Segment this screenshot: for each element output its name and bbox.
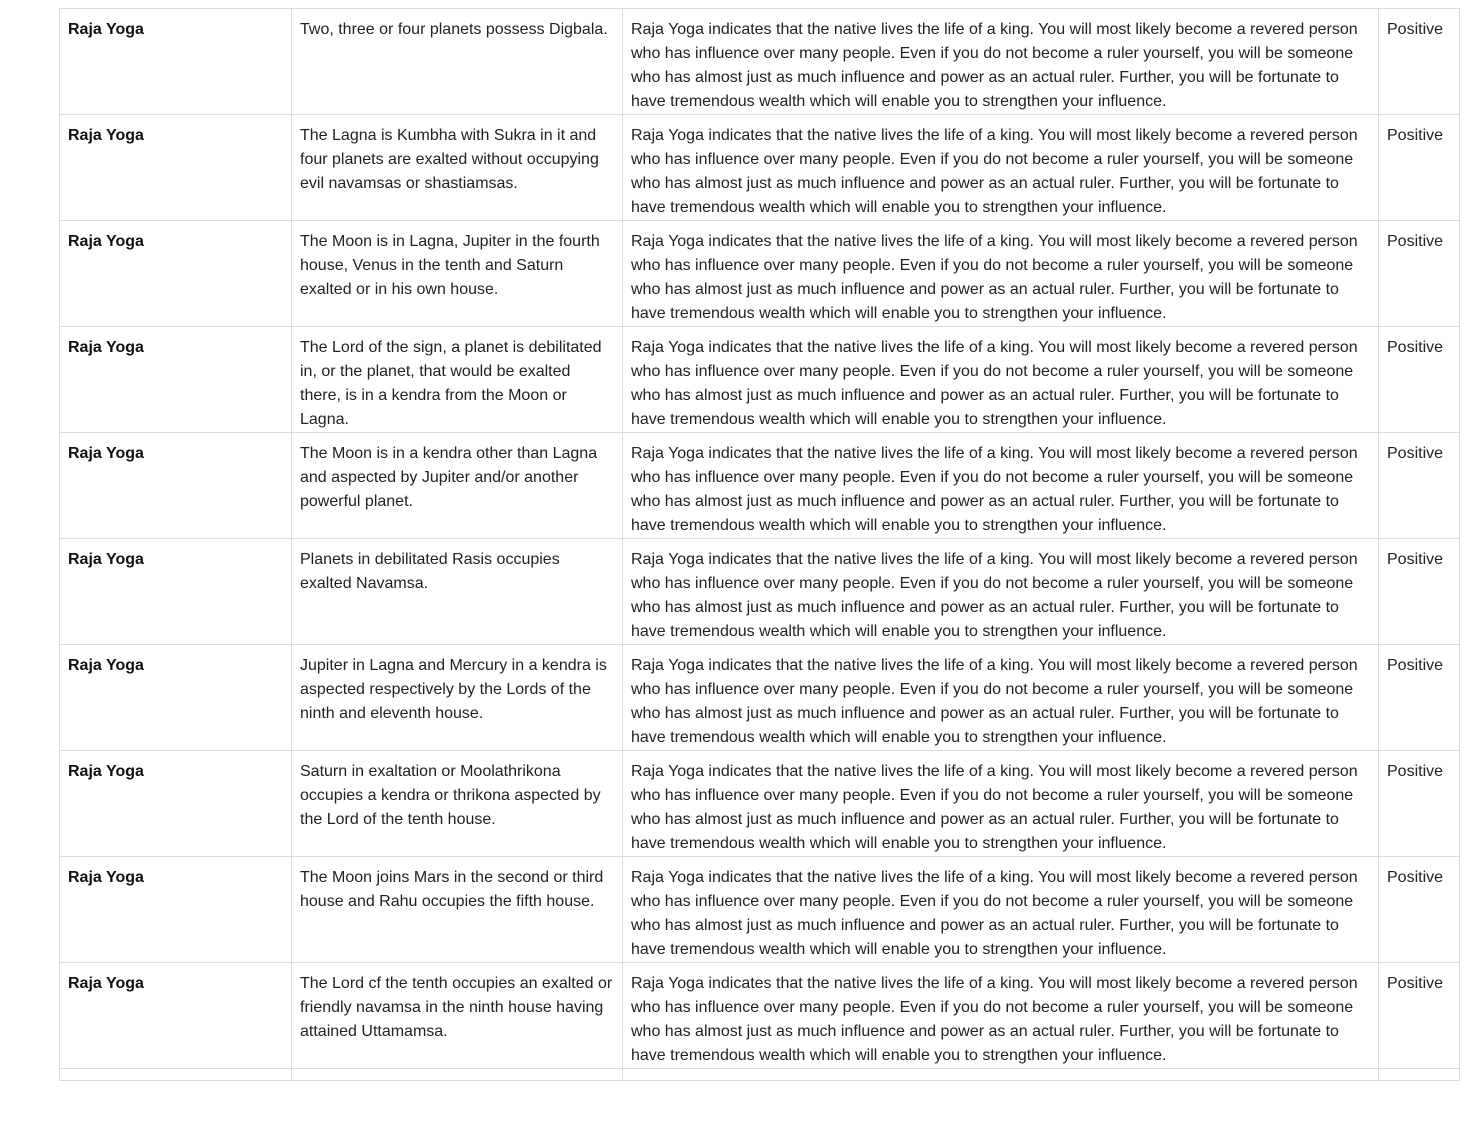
yoga-description-cell: Raja Yoga indicates that the native lives the life of a king. You will most likely become a revered person who has influence over many people. Even if you do not become a ruler yourself, you will be someone who has almost just as much influence and power as an actual ruler. Further, you will be fortunate to have tremendous wealth which will enable you to strengthen your influence. xyxy=(623,115,1379,221)
table-row xyxy=(60,857,1460,963)
yoga-condition-cell: The Lord cf the tenth occupies an exalted or friendly navamsa in the ninth house having attained Uttamamsa. xyxy=(292,963,623,1069)
yoga-effect-cell: Positive xyxy=(1379,539,1460,645)
yoga-name-cell: Raja Yoga xyxy=(60,221,292,327)
yoga-description-cell: Raja Yoga indicates that the native lives the life of a king. You will most likely become a revered person who has influence over many people. Even if you do not become a ruler yourself, you will be someone who has almost just as much influence and power as an actual ruler. Further, you will be fortunate to have tremendous wealth which will enable you to strengthen your influence. xyxy=(623,539,1379,645)
table-row xyxy=(60,9,1460,115)
yoga-description-cell: Raja Yoga indicates that the native lives the life of a king. You will most likely become a revered person who has influence over many people. Even if you do not become a ruler yourself, you will be someone who has almost just as much influence and power as an actual ruler. Further, you will be fortunate to have tremendous wealth which will enable you to strengthen your influence. xyxy=(623,9,1379,115)
yoga-condition-cell: The Moon joins Mars in the second or third house and Rahu occupies the fifth house. xyxy=(292,857,623,963)
yoga-name-cell: Raja Yoga xyxy=(60,539,292,645)
yoga-table xyxy=(59,8,1460,1081)
yoga-effect-cell: Positive xyxy=(1379,857,1460,963)
empty-cell xyxy=(623,1069,1379,1081)
table-row xyxy=(60,539,1460,645)
yoga-effect-cell: Positive xyxy=(1379,963,1460,1069)
table-row xyxy=(60,327,1460,433)
yoga-name-cell: Raja Yoga xyxy=(60,963,292,1069)
table-row xyxy=(60,751,1460,857)
yoga-description-cell: Raja Yoga indicates that the native lives the life of a king. You will most likely become a revered person who has influence over many people. Even if you do not become a ruler yourself, you will be someone who has almost just as much influence and power as an actual ruler. Further, you will be fortunate to have tremendous wealth which will enable you to strengthen your influence. xyxy=(623,645,1379,751)
yoga-name-cell: Raja Yoga xyxy=(60,327,292,433)
yoga-effect-cell: Positive xyxy=(1379,433,1460,539)
table-row xyxy=(60,221,1460,327)
empty-cell xyxy=(60,1069,292,1081)
table-row xyxy=(60,645,1460,751)
yoga-condition-cell: The Moon is in Lagna, Jupiter in the fourth house, Venus in the tenth and Saturn exalted or in his own house. xyxy=(292,221,623,327)
yoga-description-cell: Raja Yoga indicates that the native lives the life of a king. You will most likely become a revered person who has influence over many people. Even if you do not become a ruler yourself, you will be someone who has almost just as much influence and power as an actual ruler. Further, you will be fortunate to have tremendous wealth which will enable you to strengthen your influence. xyxy=(623,751,1379,857)
yoga-name-cell: Raja Yoga xyxy=(60,751,292,857)
table-row xyxy=(60,963,1460,1069)
yoga-description-cell: Raja Yoga indicates that the native lives the life of a king. You will most likely become a revered person who has influence over many people. Even if you do not become a ruler yourself, you will be someone who has almost just as much influence and power as an actual ruler. Further, you will be fortunate to have tremendous wealth which will enable you to strengthen your influence. xyxy=(623,963,1379,1069)
yoga-condition-cell: Planets in debilitated Rasis occupies exalted Navamsa. xyxy=(292,539,623,645)
yoga-effect-cell: Positive xyxy=(1379,115,1460,221)
yoga-condition-cell: The Lagna is Kumbha with Sukra in it and four planets are exalted without occupying evil navamsas or shastiamsas. xyxy=(292,115,623,221)
empty-cell xyxy=(292,1069,623,1081)
yoga-name-cell: Raja Yoga xyxy=(60,645,292,751)
yoga-condition-cell: Saturn in exaltation or Moolathrikona occupies a kendra or thrikona aspected by the Lord of the tenth house. xyxy=(292,751,623,857)
yoga-description-cell: Raja Yoga indicates that the native lives the life of a king. You will most likely become a revered person who has influence over many people. Even if you do not become a ruler yourself, you will be someone who has almost just as much influence and power as an actual ruler. Further, you will be fortunate to have tremendous wealth which will enable you to strengthen your influence. xyxy=(623,221,1379,327)
yoga-name-cell: Raja Yoga xyxy=(60,9,292,115)
yoga-description-cell: Raja Yoga indicates that the native lives the life of a king. You will most likely become a revered person who has influence over many people. Even if you do not become a ruler yourself, you will be someone who has almost just as much influence and power as an actual ruler. Further, you will be fortunate to have tremendous wealth which will enable you to strengthen your influence. xyxy=(623,433,1379,539)
table-row-partial xyxy=(60,1069,1460,1081)
table-row xyxy=(60,433,1460,539)
yoga-condition-cell: Two, three or four planets possess Digbala. xyxy=(292,9,623,115)
yoga-condition-cell: The Moon is in a kendra other than Lagna and aspected by Jupiter and/or another powerful planet. xyxy=(292,433,623,539)
yoga-name-cell: Raja Yoga xyxy=(60,433,292,539)
yoga-description-cell: Raja Yoga indicates that the native lives the life of a king. You will most likely become a revered person who has influence over many people. Even if you do not become a ruler yourself, you will be someone who has almost just as much influence and power as an actual ruler. Further, you will be fortunate to have tremendous wealth which will enable you to strengthen your influence. xyxy=(623,327,1379,433)
yoga-name-cell: Raja Yoga xyxy=(60,115,292,221)
yoga-effect-cell: Positive xyxy=(1379,645,1460,751)
yoga-effect-cell: Positive xyxy=(1379,221,1460,327)
yoga-effect-cell: Positive xyxy=(1379,9,1460,115)
yoga-description-cell: Raja Yoga indicates that the native lives the life of a king. You will most likely become a revered person who has influence over many people. Even if you do not become a ruler yourself, you will be someone who has almost just as much influence and power as an actual ruler. Further, you will be fortunate to have tremendous wealth which will enable you to strengthen your influence. xyxy=(623,857,1379,963)
yoga-condition-cell: Jupiter in Lagna and Mercury in a kendra is aspected respectively by the Lords of the ninth and eleventh house. xyxy=(292,645,623,751)
yoga-name-cell: Raja Yoga xyxy=(60,857,292,963)
yoga-effect-cell: Positive xyxy=(1379,751,1460,857)
yoga-table-body xyxy=(60,9,1460,1081)
yoga-effect-cell: Positive xyxy=(1379,327,1460,433)
empty-cell xyxy=(1379,1069,1460,1081)
table-row xyxy=(60,115,1460,221)
yoga-condition-cell: The Lord of the sign, a planet is debilitated in, or the planet, that would be exalted there, is in a kendra from the Moon or Lagna. xyxy=(292,327,623,433)
